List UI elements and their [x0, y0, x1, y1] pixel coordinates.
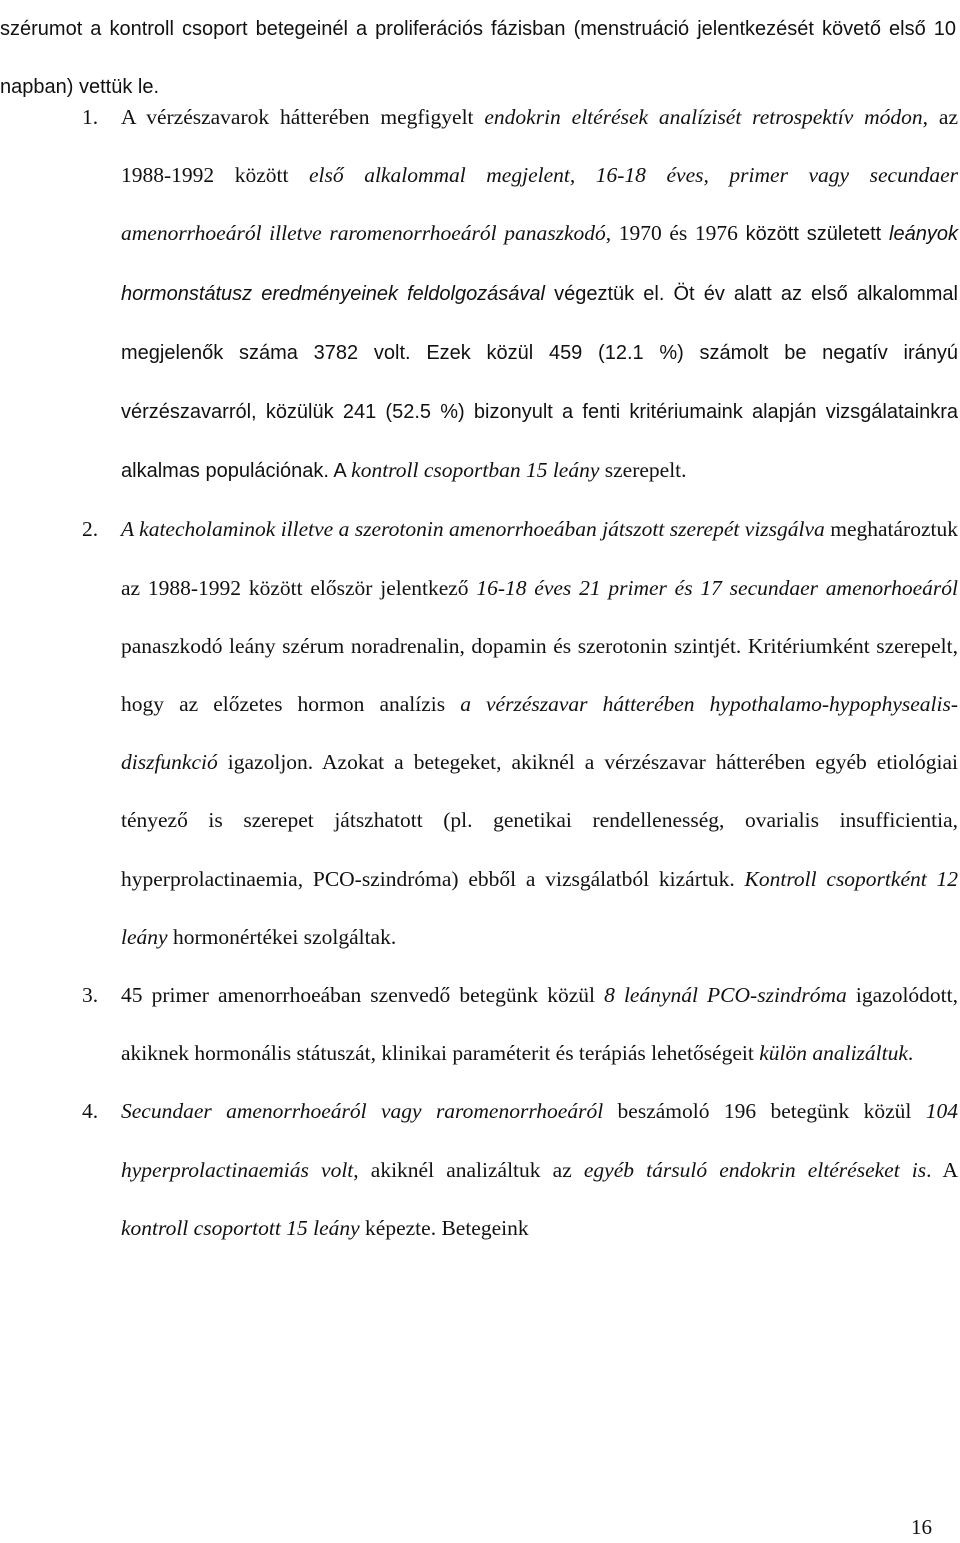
text-segment: szerepelt.	[599, 458, 687, 483]
text-segment: a vérzészavar hátterében hypothalamo-hypophysealis-diszfunkció	[121, 692, 958, 775]
text-segment: , az 1988-1992 között	[121, 105, 958, 188]
page-number: 16	[911, 1515, 932, 1539]
text-segment: kontroll csoportott 15 leány	[121, 1215, 360, 1240]
list-item-4	[0, 1082, 958, 1257]
list-number: 3.	[82, 983, 99, 1008]
text-segment: 45 primer amenorrhoeában szenvedő betegünk közül	[121, 983, 605, 1008]
text-segment: 16-18 éves 21 primer és 17 secundaer amenorhoeáról	[476, 575, 958, 600]
text-segment: külön analizáltuk	[759, 1041, 908, 1066]
text-segment: . A	[926, 1157, 959, 1182]
text-segment: beszámoló 196 betegünk közül	[603, 1099, 926, 1124]
text-segment: 104 hyperprolactinaemiás volt	[121, 1099, 958, 1182]
list-item-text	[121, 517, 958, 948]
list-item-text	[121, 105, 958, 482]
text-segment: endokrin eltérések analízisét retrospektív módon	[484, 105, 923, 129]
text-segment: igazoljon. Azokat a betegeket, akiknél a vérzészavar hátterében egyéb etiológiai tényező is szerepet játszhatott (pl. genetikai rendellenesség, ovarialis insufficientia, hyperprolactinaemia, PCO-szindróma) ebből a vizsgálatból kizártuk.	[121, 750, 958, 891]
text-segment: képezte. Betegeink	[359, 1215, 529, 1240]
text-segment: egyéb társuló endokrin eltéréseket is	[583, 1157, 927, 1182]
text-segment: , 1970 és 1976	[605, 221, 746, 246]
text-segment: A katecholaminok illetve a szerotonin amenorrhoeában játszott szerepét vizsgálva	[121, 517, 825, 542]
list-number: 2.	[82, 517, 99, 542]
text-segment: panaszkodó leány szérum noradrenalin, dopamin és szerotonin szintjét. Kritériumként szerepelt, hogy az előzetes hormon analízis	[121, 633, 958, 717]
list-item-text	[121, 1099, 958, 1239]
text-segment: Secundaer amenorrhoeáról vagy raromenorrhoeáról	[121, 1099, 604, 1124]
text-segment: hormonértékei szolgáltak.	[167, 924, 397, 949]
text-segment: meghatároztuk az 1988-1992 között először jelentkező	[121, 517, 958, 600]
list-number: 1.	[82, 105, 99, 129]
text-segment: között született	[745, 223, 890, 246]
intro-line-1: szérumot a kontroll csoport betegeinél a proliferációs fázisban (menstruáció jelentkezését	[0, 18, 814, 40]
text-segment: Kontroll csoportként 12 leány	[121, 866, 958, 949]
text-segment: igazolódott, akiknek hormonális státuszát, klinikai paraméterit és terápiás lehetőségeit	[121, 983, 958, 1066]
text-segment: , akiknél analizáltuk az	[353, 1157, 584, 1182]
text-segment: .	[907, 1041, 914, 1066]
text-segment: leányok hormonstátusz eredményeinek feldolgozásával	[121, 223, 958, 305]
text-segment: 8 leánynál PCO-szindróma	[604, 983, 847, 1008]
list-item-text	[121, 983, 958, 1065]
text-segment: A vérzészavarok hátterében megfigyelt	[121, 105, 485, 129]
list-item-3	[0, 966, 958, 1082]
intro-line-2: követő első 10 napban) vettük le.	[0, 18, 956, 98]
text-segment: végeztük el. Öt év alatt az első alkalommal megjelenők száma 3782 volt. Ezek közül 459 (12.1 %) számolt be negatív irányú vérzészavarról, közülük 241 (52.5 %) bizonyult a fenti kritériumaink alapján vizsgálatainkra alkalmas populációnak. A	[121, 282, 958, 483]
text-segment: első alkalommal megjelent, 16-18 éves, primer vagy secundaer amenorrhoeáról illetve raromenorrhoeáról panaszkodó	[121, 163, 958, 246]
text-segment: kontroll csoportban 15 leány	[351, 458, 600, 483]
list-number: 4.	[82, 1099, 99, 1124]
list-item-1	[0, 88, 958, 500]
numbered-list	[0, 88, 958, 1257]
list-item-2	[0, 500, 958, 966]
